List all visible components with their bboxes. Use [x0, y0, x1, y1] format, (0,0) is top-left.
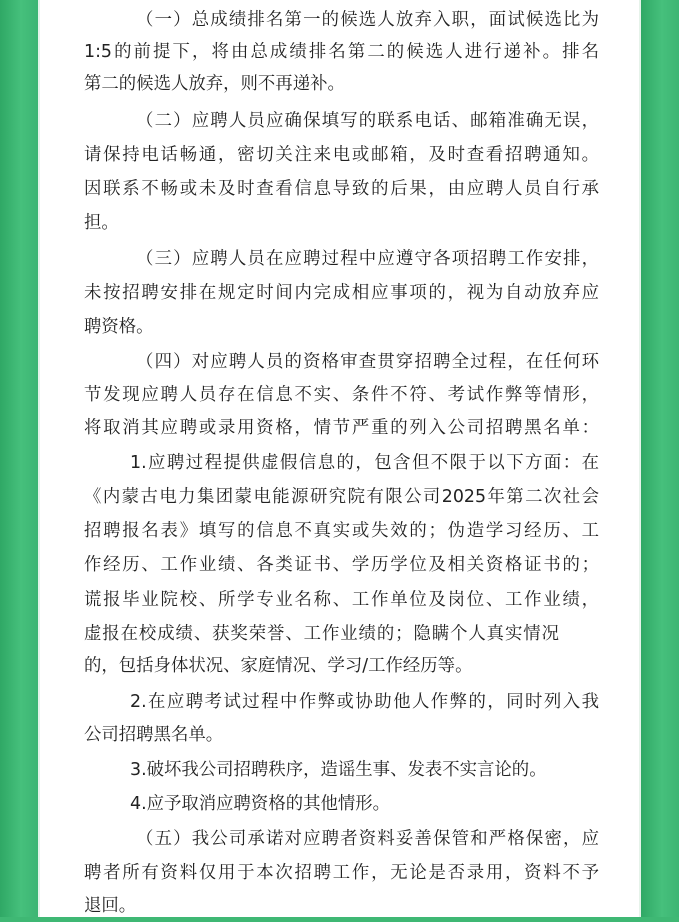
clause-4-line-2: 节发现应聘人员存在信息不实、条件不符、考试作弊等情形， [84, 385, 599, 405]
item-1-line-4: 作经历、工作业绩、各类证书、学历学位及相关资格证书的； [84, 555, 599, 575]
document-panel [38, 0, 641, 917]
clause-5-line-2: 聘者所有资料仅用于本次招聘工作，无论是否录用，资料不予 [84, 863, 599, 883]
item-1-line-1: 1.应聘过程提供虚假信息的，包含但不限于以下方面：在 [130, 453, 599, 473]
clause-3-line-3: 聘资格。 [84, 317, 154, 337]
clause-5-line-3: 退回。 [84, 896, 137, 916]
item-2-line-2: 公司招聘黑名单。 [84, 725, 224, 745]
clause-1-line-3: 第二的候选人放弃，则不再递补。 [84, 74, 345, 94]
item-1-line-5: 谎报毕业院校、所学专业名称、工作单位及岗位、工作业绩， [84, 590, 599, 610]
clause-1-line-1: （一）总成绩排名第一的候选人放弃入职，面试候选比为 [136, 10, 599, 30]
item-2-line-1: 2.在应聘考试过程中作弊或协助他人作弊的，同时列入我 [130, 692, 599, 712]
clause-2-line-1: （二）应聘人员应确保填写的联系电话、邮箱准确无误， [136, 111, 599, 131]
item-3-line: 3.破坏我公司招聘秩序，造谣生事、发表不实言论的。 [130, 760, 547, 780]
item-1-line-7: 的，包括身体状况、家庭情况、学习/工作经历等。 [84, 656, 473, 676]
clause-1-line-2: 1:5的前提下，将由总成绩排名第二的候选人进行递补。排名 [84, 42, 599, 62]
clause-5-line-1: （五）我公司承诺对应聘者资料妥善保管和严格保密，应 [136, 829, 599, 849]
clause-2-line-4: 担。 [84, 213, 119, 233]
clause-2-line-3: 因联系不畅或未及时查看信息导致的后果，由应聘人员自行承 [84, 179, 599, 199]
item-4-line: 4.应予取消应聘资格的其他情形。 [130, 794, 391, 814]
clause-2-line-2: 请保持电话畅通，密切关注来电或邮箱，及时查看招聘通知。 [84, 145, 599, 165]
item-1-line-6: 虚报在校成绩、获奖荣誉、工作业绩的；隐瞒个人真实情况 [84, 624, 559, 644]
clause-4-line-3: 将取消其应聘或录用资格，情节严重的列入公司招聘黑名单： [84, 418, 599, 438]
clause-3-line-2: 未按招聘安排在规定时间内完成相应事项的，视为自动放弃应 [84, 283, 599, 303]
item-1-line-2: 《内蒙古电力集团蒙电能源研究院有限公司2025年第二次社会 [84, 487, 599, 507]
clause-3-line-1: （三）应聘人员在应聘过程中应遵守各项招聘工作安排， [136, 249, 599, 269]
item-1-line-3: 招聘报名表》填写的信息不真实或失效的；伪造学习经历、工 [84, 521, 599, 541]
right-green-border [641, 0, 679, 917]
clause-4-line-1: （四）对应聘人员的资格审查贯穿招聘全过程，在任何环 [136, 352, 599, 372]
left-green-border [0, 0, 38, 917]
